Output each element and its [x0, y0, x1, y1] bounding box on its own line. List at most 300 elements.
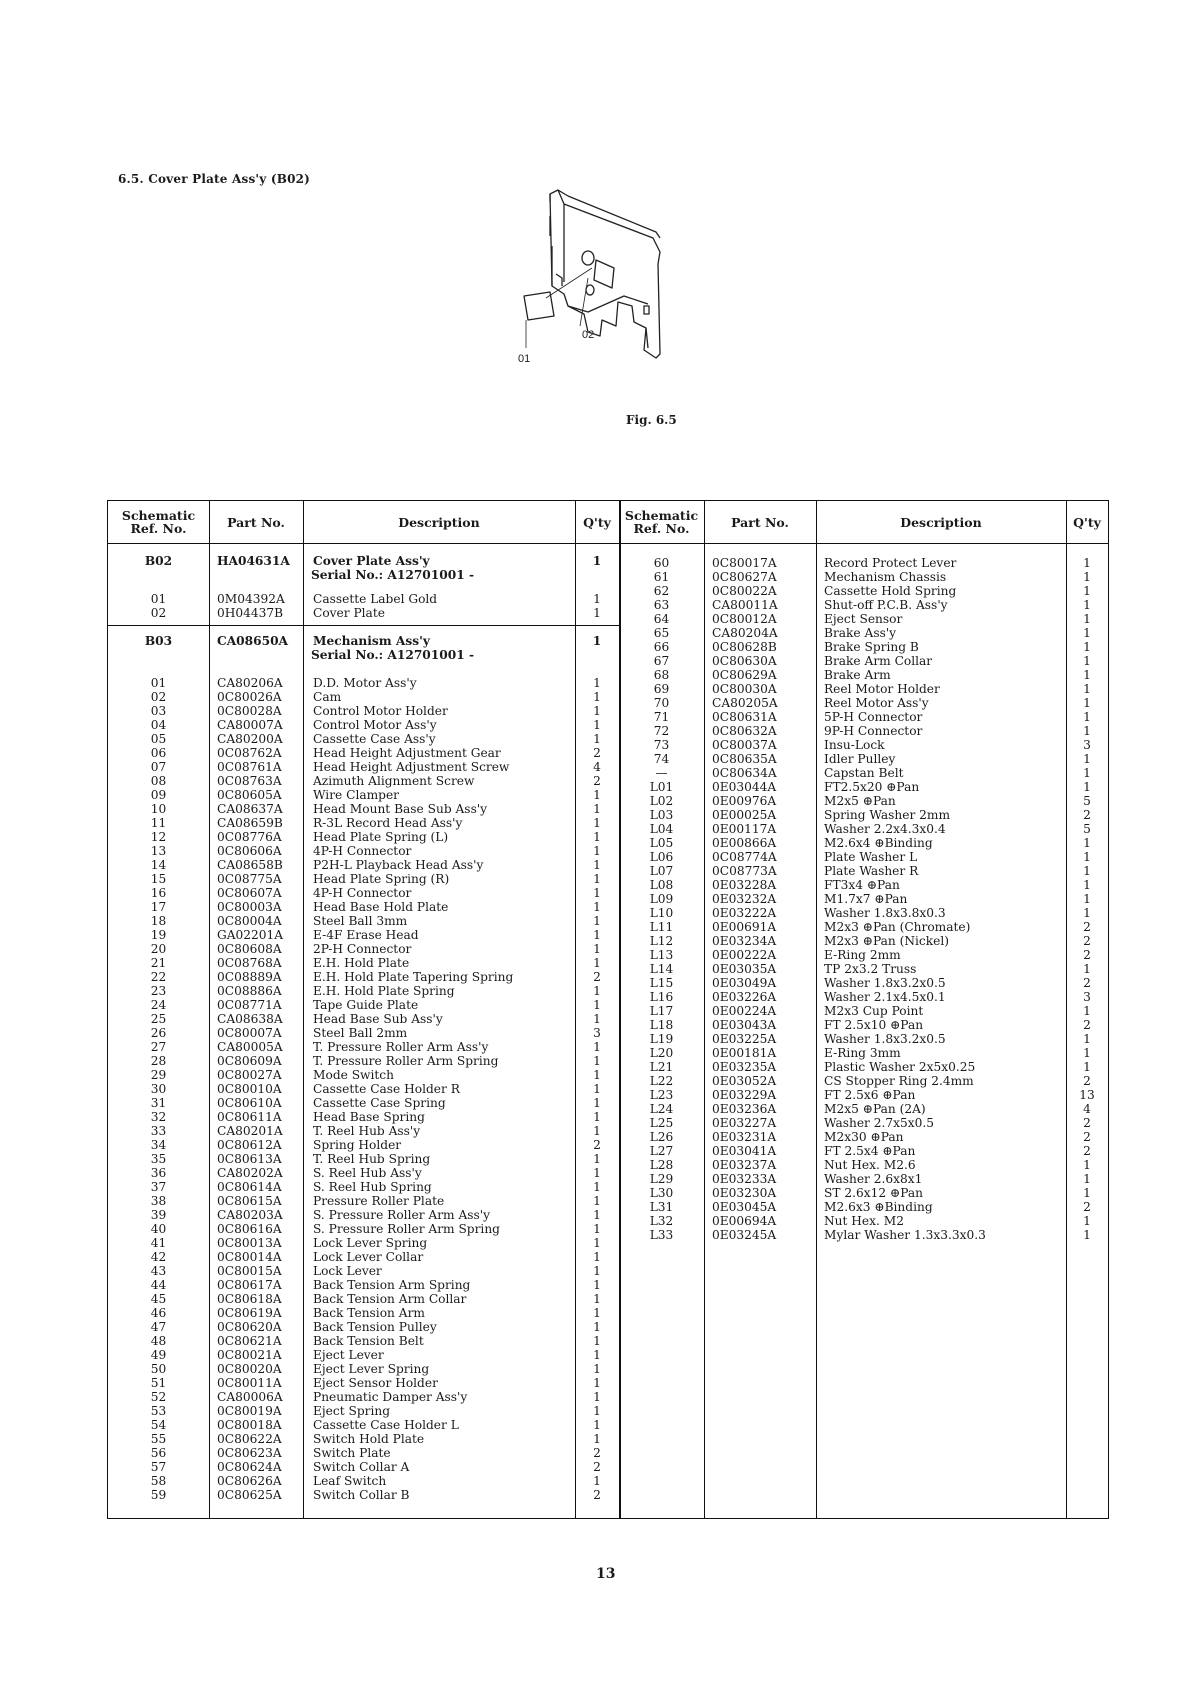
cell-ref: 05	[150, 732, 167, 746]
cell-qty: 13	[1079, 1088, 1095, 1102]
cell-qty: 2	[1083, 808, 1091, 822]
cell-ref: 02	[150, 690, 167, 704]
cell-ref: 43	[150, 1264, 167, 1278]
cell-desc: Eject Lever	[313, 1348, 384, 1362]
cell-part: 0C80019A	[217, 1404, 282, 1418]
cell-part: 0C80621A	[217, 1334, 282, 1348]
cell-qty: 1	[1083, 1158, 1091, 1172]
part-row	[619, 1018, 1108, 1032]
part-row	[619, 1200, 1108, 1214]
part-row	[108, 984, 619, 998]
cell-desc: P2H-L Playback Head Ass'y	[313, 858, 484, 872]
cell-desc: Head Base Spring	[313, 1110, 425, 1124]
cell-qty: 2	[1083, 1130, 1091, 1144]
cell-desc: Brake Arm	[824, 668, 891, 682]
cell-ref: L12	[649, 934, 674, 948]
part-row	[108, 1124, 619, 1138]
cell-desc: Head Plate Spring (R)	[313, 872, 450, 886]
part-row	[619, 864, 1108, 878]
cell-ref: 28	[150, 1054, 167, 1068]
cell-qty: 2	[593, 970, 601, 984]
cell-qty: 1	[593, 830, 601, 844]
cell-qty: 3	[593, 1026, 601, 1040]
cell-qty: 1	[593, 1432, 601, 1446]
cell-part: 0C80619A	[217, 1306, 282, 1320]
cell-ref: 31	[150, 1096, 167, 1110]
cell-ref: 01	[150, 676, 167, 690]
part-row	[108, 1208, 619, 1222]
cell-part: CA80202A	[217, 1166, 283, 1180]
part-row	[619, 1074, 1108, 1088]
cell-part: CA80203A	[217, 1208, 283, 1222]
part-row	[108, 1432, 619, 1446]
part-row	[108, 1306, 619, 1320]
part-row	[108, 1320, 619, 1334]
cell-part: CA80200A	[217, 732, 283, 746]
cell-qty: 1	[593, 1404, 601, 1418]
part-row	[619, 1032, 1108, 1046]
part-row	[619, 892, 1108, 906]
cell-part: 0M04392A	[217, 592, 285, 606]
cell-ref: 14	[150, 858, 167, 872]
cell-qty: 1	[1083, 626, 1091, 640]
cell-part: 0C80623A	[217, 1446, 282, 1460]
cell-ref: L07	[649, 864, 674, 878]
part-row	[619, 1186, 1108, 1200]
serial-number: Serial No.: A12701001 -	[311, 648, 475, 662]
cell-qty: 1	[593, 676, 601, 690]
part-row	[619, 850, 1108, 864]
cell-desc: Brake Spring B	[824, 640, 919, 654]
part-row	[108, 690, 619, 704]
cell-ref: 41	[150, 1236, 167, 1250]
cell-qty: 1	[593, 802, 601, 816]
cell-qty: 1	[1083, 780, 1091, 794]
cell-desc: Switch Collar A	[313, 1460, 410, 1474]
cell-desc: FT 2.5x10 ⊕Pan	[824, 1018, 924, 1032]
part-row	[108, 1418, 619, 1432]
cell-qty: 1	[1083, 1032, 1091, 1046]
cell-ref: 63	[653, 598, 670, 612]
cell-part: 0E00224A	[712, 1004, 777, 1018]
cell-desc: Lock Lever Spring	[313, 1236, 428, 1250]
cell-desc: Spring Holder	[313, 1138, 402, 1152]
cell-qty: 1	[593, 900, 601, 914]
cell-qty: 1	[1083, 1046, 1091, 1060]
cell-ref: L25	[649, 1116, 674, 1130]
cell-qty: 1	[1083, 556, 1091, 570]
cell-part: 0C80011A	[217, 1376, 282, 1390]
cell-qty: 1	[593, 1348, 601, 1362]
cell-part: 0C80606A	[217, 844, 282, 858]
cell-part: 0E00025A	[712, 808, 777, 822]
serial-row	[108, 568, 619, 582]
part-row	[619, 962, 1108, 976]
cell-qty: 2	[1083, 1018, 1091, 1032]
cell-part: 0C80615A	[217, 1194, 282, 1208]
cell-ref: 45	[150, 1292, 167, 1306]
serial-number: Serial No.: A12701001 -	[311, 568, 475, 582]
part-row	[619, 1228, 1108, 1242]
cell-ref: L15	[649, 976, 674, 990]
cell-part: 0E03236A	[712, 1102, 777, 1116]
cell-desc: Spring Washer 2mm	[824, 808, 951, 822]
cell-ref: 38	[150, 1194, 167, 1208]
cell-qty: 1	[593, 1194, 601, 1208]
cell-desc: T. Reel Hub Ass'y	[313, 1124, 421, 1138]
cell-part: 0C80614A	[217, 1180, 282, 1194]
cell-ref: L01	[649, 780, 674, 794]
cell-part: 0E03226A	[712, 990, 777, 1004]
part-row	[108, 592, 619, 606]
cell-ref: L22	[649, 1074, 674, 1088]
cell-ref: L04	[649, 822, 674, 836]
part-row	[619, 794, 1108, 808]
cell-qty: 2	[1083, 920, 1091, 934]
cell-ref: L16	[649, 990, 674, 1004]
cell-qty: 1	[593, 1012, 601, 1026]
cell-desc: 2P-H Connector	[313, 942, 412, 956]
cell-ref: 49	[150, 1348, 167, 1362]
cell-ref: B03	[144, 634, 173, 648]
cell-ref: 07	[150, 760, 167, 774]
cell-part: 0C80020A	[217, 1362, 282, 1376]
part-row	[619, 1158, 1108, 1172]
part-row	[619, 752, 1108, 766]
cell-ref: L05	[649, 836, 674, 850]
cell-qty: 2	[593, 746, 601, 760]
cell-desc: S. Pressure Roller Arm Ass'y	[313, 1208, 490, 1222]
cell-qty: 1	[593, 1054, 601, 1068]
cell-part: 0H04437B	[217, 606, 284, 620]
part-row	[108, 1390, 619, 1404]
part-row	[108, 1026, 619, 1040]
part-row	[619, 1102, 1108, 1116]
cell-ref: 64	[653, 612, 670, 626]
part-row	[108, 998, 619, 1012]
cell-ref: 27	[150, 1040, 167, 1054]
part-row	[619, 1046, 1108, 1060]
cell-ref: 74	[653, 752, 670, 766]
part-row	[619, 710, 1108, 724]
cell-desc: E-Ring 2mm	[824, 948, 901, 962]
part-row	[619, 808, 1108, 822]
part-row	[619, 626, 1108, 640]
cell-ref: 06	[150, 746, 167, 760]
cell-qty: 2	[1083, 1144, 1091, 1158]
cell-desc: Mechanism Chassis	[824, 570, 947, 584]
cell-part: 0C80605A	[217, 788, 282, 802]
part-row	[619, 1172, 1108, 1186]
cell-part: 0C80010A	[217, 1082, 282, 1096]
cell-ref: 54	[150, 1418, 167, 1432]
cell-part: CA80005A	[217, 1040, 283, 1054]
part-row	[108, 872, 619, 886]
cell-qty: 2	[1083, 934, 1091, 948]
part-row	[108, 844, 619, 858]
header-part-right: Part No.	[731, 514, 789, 530]
cell-desc: CS Stopper Ring 2.4mm	[824, 1074, 974, 1088]
part-row	[108, 970, 619, 984]
cell-ref: 50	[150, 1362, 167, 1376]
part-row	[619, 1004, 1108, 1018]
cell-desc: 5P-H Connector	[824, 710, 923, 724]
group-b02	[108, 554, 619, 620]
figure-caption: Fig. 6.5	[626, 413, 677, 427]
cell-qty: 1	[593, 1208, 601, 1222]
cell-qty: 1	[593, 956, 601, 970]
cell-desc: Nut Hex. M2.6	[824, 1158, 916, 1172]
part-row	[619, 612, 1108, 626]
cell-desc: Head Mount Base Sub Ass'y	[313, 802, 488, 816]
cell-desc: Washer 1.8x3.2x0.5	[824, 976, 946, 990]
cell-part: 0C80626A	[217, 1474, 282, 1488]
cell-ref: L14	[649, 962, 674, 976]
cell-part: 0C80021A	[217, 1348, 282, 1362]
cell-part: 0E00117A	[712, 822, 777, 836]
cell-part: 0C80616A	[217, 1222, 282, 1236]
cell-ref: L18	[649, 1018, 674, 1032]
cell-part: 0C80609A	[217, 1054, 282, 1068]
cell-part: CA08637A	[217, 802, 283, 816]
cell-part: 0C08771A	[217, 998, 282, 1012]
cell-part: 0E03227A	[712, 1116, 777, 1130]
cell-part: CA08658B	[217, 858, 283, 872]
cell-desc: Back Tension Arm	[313, 1306, 425, 1320]
cell-desc: Wire Clamper	[313, 788, 400, 802]
cell-desc: Cassette Label Gold	[313, 592, 438, 606]
cell-ref: 46	[150, 1306, 167, 1320]
cell-qty: 1	[593, 942, 601, 956]
cell-desc: Switch Hold Plate	[313, 1432, 425, 1446]
part-row	[108, 1404, 619, 1418]
part-row	[108, 1348, 619, 1362]
part-row	[619, 920, 1108, 934]
part-row	[108, 942, 619, 956]
cell-qty: 1	[1083, 724, 1091, 738]
cell-part: 0E03044A	[712, 780, 777, 794]
cell-qty: 2	[1083, 1116, 1091, 1130]
cell-qty: 4	[1083, 1102, 1091, 1116]
cell-part: 0E03045A	[712, 1200, 777, 1214]
cell-part: 0C08889A	[217, 970, 282, 984]
cell-desc: Cover Plate Ass'y	[313, 554, 430, 568]
cell-ref: L10	[649, 906, 674, 920]
cell-part: 0E00181A	[712, 1046, 777, 1060]
cell-ref: 44	[150, 1278, 167, 1292]
cell-part: CA80201A	[217, 1124, 283, 1138]
cell-part: 0C80012A	[712, 612, 777, 626]
cell-qty: 1	[1083, 962, 1091, 976]
cell-desc: Mechanism Ass'y	[313, 634, 430, 648]
cell-qty: 1	[593, 886, 601, 900]
cell-qty: 1	[593, 928, 601, 942]
cell-part: 0C08776A	[217, 830, 282, 844]
cell-ref: 61	[653, 570, 670, 584]
cell-desc: Pressure Roller Plate	[313, 1194, 445, 1208]
cell-ref: 02	[150, 606, 167, 620]
cell-part: 0E03052A	[712, 1074, 777, 1088]
cell-ref: 01	[150, 592, 167, 606]
cell-desc: Leaf Switch	[313, 1474, 387, 1488]
cell-ref: L19	[649, 1032, 674, 1046]
cell-ref: L24	[649, 1102, 674, 1116]
cell-desc: E.H. Hold Plate	[313, 956, 410, 970]
cell-desc: FT2.5x20 ⊕Pan	[824, 780, 920, 794]
cell-ref: L17	[649, 1004, 674, 1018]
cell-qty: 1	[593, 690, 601, 704]
part-row	[619, 682, 1108, 696]
cell-desc: 9P-H Connector	[824, 724, 923, 738]
cell-ref: 36	[150, 1166, 167, 1180]
cell-ref: L09	[649, 892, 674, 906]
cell-desc: Capstan Belt	[824, 766, 904, 780]
cell-qty: 1	[593, 1096, 601, 1110]
cell-ref: 68	[653, 668, 670, 682]
cell-ref: 60	[653, 556, 670, 570]
cell-part: 0E03237A	[712, 1158, 777, 1172]
cell-ref: 37	[150, 1180, 167, 1194]
header-ref: Schematic Ref. No.	[121, 508, 196, 536]
cell-part: CA80206A	[217, 676, 283, 690]
cell-qty: 1	[593, 1180, 601, 1194]
cell-ref: L08	[649, 878, 674, 892]
cell-qty: 1	[593, 984, 601, 998]
cell-qty: 3	[1083, 990, 1091, 1004]
cell-desc: M2x5 ⊕Pan	[824, 794, 896, 808]
cell-ref: 21	[150, 956, 167, 970]
part-row	[108, 1138, 619, 1152]
cell-ref: 72	[653, 724, 670, 738]
callout-01: 01	[518, 353, 531, 365]
cell-desc: Head Height Adjustment Gear	[313, 746, 501, 760]
cell-part: 0E03222A	[712, 906, 777, 920]
cell-qty: 1	[593, 1068, 601, 1082]
part-row	[108, 1264, 619, 1278]
cell-part: 0C08774A	[712, 850, 777, 864]
cell-ref: 55	[150, 1432, 167, 1446]
part-row	[619, 766, 1108, 780]
cell-part: 0C08773A	[712, 864, 777, 878]
cell-part: 0C80627A	[712, 570, 777, 584]
header-qty: Q'ty	[583, 514, 611, 530]
cell-desc: Cassette Hold Spring	[824, 584, 957, 598]
cell-part: 0E03230A	[712, 1186, 777, 1200]
cell-ref: 34	[150, 1138, 167, 1152]
cell-desc: Cover Plate	[313, 606, 385, 620]
cell-desc: D.D. Motor Ass'y	[313, 676, 417, 690]
cell-ref: 09	[150, 788, 167, 802]
cell-ref: 23	[150, 984, 167, 998]
part-row	[108, 760, 619, 774]
cell-qty: 1	[1083, 1004, 1091, 1018]
cell-desc: E-4F Erase Head	[313, 928, 419, 942]
cell-qty: 1	[1083, 612, 1091, 626]
cell-qty: 2	[593, 1446, 601, 1460]
cell-part: 0C80632A	[712, 724, 777, 738]
cell-ref: 48	[150, 1334, 167, 1348]
cell-desc: Mylar Washer 1.3x3.3x0.3	[824, 1228, 986, 1242]
cell-desc: FT 2.5x6 ⊕Pan	[824, 1088, 916, 1102]
cell-qty: 4	[593, 760, 601, 774]
cell-part: 0C80022A	[712, 584, 777, 598]
cell-desc: TP 2x3.2 Truss	[824, 962, 917, 976]
header-part: Part No.	[227, 514, 285, 530]
cell-qty: 2	[593, 1138, 601, 1152]
cell-desc: Washer 2.2x4.3x0.4	[824, 822, 946, 836]
cell-ref: 66	[653, 640, 670, 654]
part-row	[108, 1292, 619, 1306]
cell-part: 0C80027A	[217, 1068, 282, 1082]
part-row	[108, 1460, 619, 1474]
part-row	[108, 858, 619, 872]
cell-part: 0E03035A	[712, 962, 777, 976]
cell-part: 0E03041A	[712, 1144, 777, 1158]
cell-desc: M2x3 ⊕Pan (Nickel)	[824, 934, 949, 948]
cell-ref: L33	[649, 1228, 674, 1242]
cell-desc: Washer 2.7x5x0.5	[824, 1116, 935, 1130]
part-row	[108, 1446, 619, 1460]
cell-qty: 1	[592, 554, 602, 568]
cell-ref: L11	[649, 920, 674, 934]
cell-part: 0E03049A	[712, 976, 777, 990]
cell-part: 0E03245A	[712, 1228, 777, 1242]
part-row	[619, 1144, 1108, 1158]
cell-ref: 30	[150, 1082, 167, 1096]
cell-desc: Head Base Hold Plate	[313, 900, 449, 914]
part-row	[619, 878, 1108, 892]
cell-qty: 1	[593, 998, 601, 1012]
part-row	[619, 696, 1108, 710]
part-row	[619, 640, 1108, 654]
cell-qty: 1	[593, 1264, 601, 1278]
part-row	[108, 1236, 619, 1250]
cell-desc: Eject Sensor	[824, 612, 903, 626]
part-row	[108, 732, 619, 746]
callout-02: 02	[582, 329, 595, 341]
cell-desc: S. Reel Hub Ass'y	[313, 1166, 422, 1180]
cell-qty: 1	[593, 788, 601, 802]
cell-desc: Lock Lever	[313, 1264, 382, 1278]
cell-qty: 1	[1083, 570, 1091, 584]
cell-qty: 5	[1083, 822, 1091, 836]
serial-row	[108, 648, 619, 662]
cell-part: 0C80628B	[712, 640, 777, 654]
cell-ref: 25	[150, 1012, 167, 1026]
cell-ref: 47	[150, 1320, 167, 1334]
cell-part: 0C80635A	[712, 752, 777, 766]
cell-desc: Head Plate Spring (L)	[313, 830, 449, 844]
part-row	[108, 816, 619, 830]
cell-desc: Washer 1.8x3.2x0.5	[824, 1032, 946, 1046]
cell-qty: 2	[1083, 976, 1091, 990]
cell-ref: L29	[649, 1172, 674, 1186]
header-desc-right: Description	[900, 514, 982, 530]
cell-ref: L20	[649, 1046, 674, 1060]
cell-part: 0C80612A	[217, 1138, 282, 1152]
cell-part: 0C80004A	[217, 914, 282, 928]
part-row	[108, 1054, 619, 1068]
cell-part: 0E03043A	[712, 1018, 777, 1032]
cell-desc: Insu-Lock	[824, 738, 885, 752]
cell-ref: 42	[150, 1250, 167, 1264]
part-row	[619, 1060, 1108, 1074]
cell-desc: Cassette Case Holder R	[313, 1082, 460, 1096]
cell-ref: L31	[649, 1200, 674, 1214]
cell-qty: 1	[1083, 1228, 1091, 1242]
cell-desc: Plastic Washer 2x5x0.25	[824, 1060, 976, 1074]
part-row	[108, 886, 619, 900]
